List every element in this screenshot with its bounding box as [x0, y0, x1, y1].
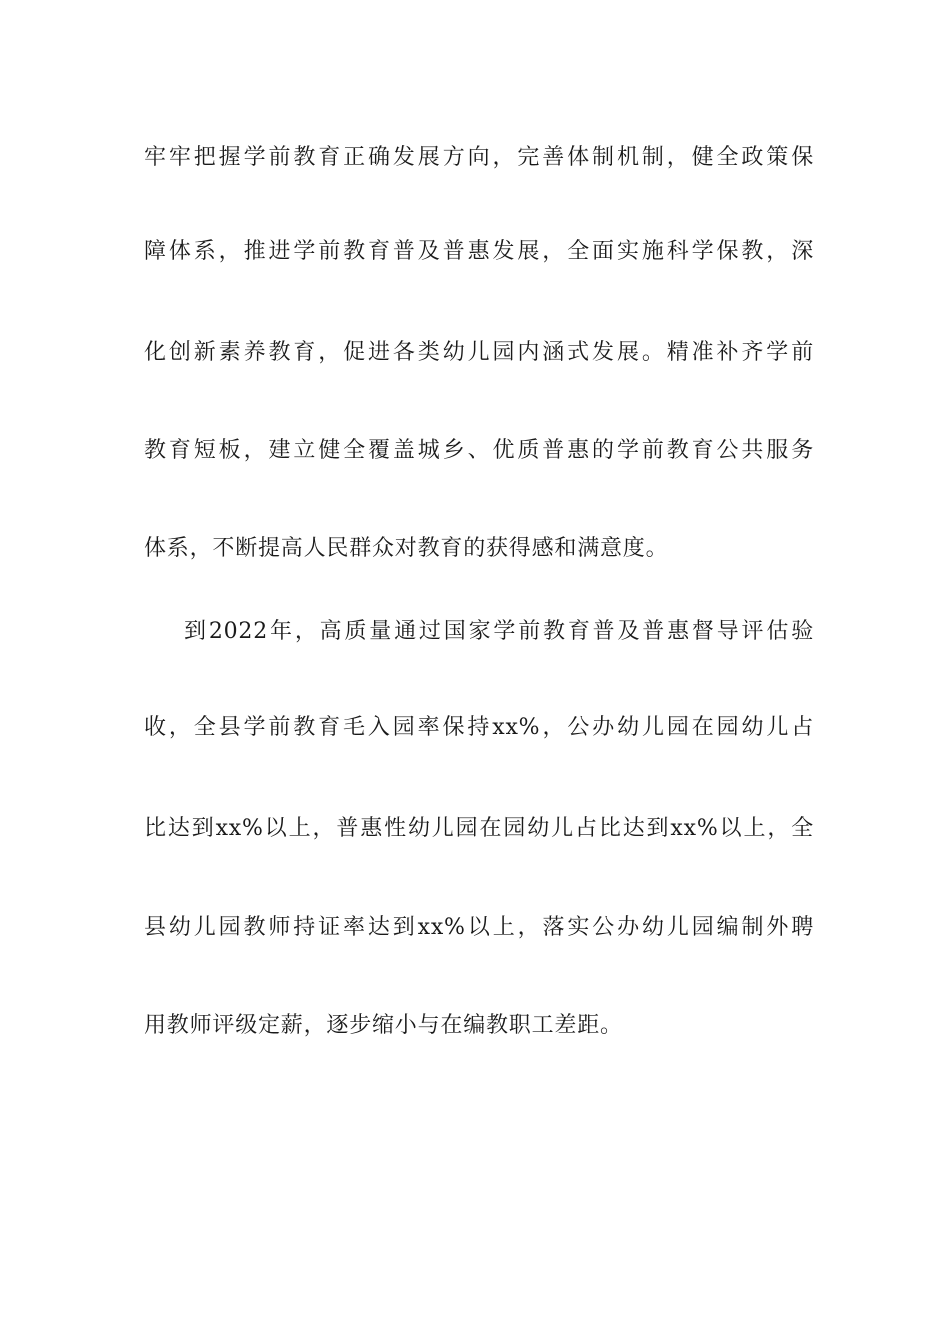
paragraph-2-line-3: 比达到xx%以上，普惠性幼儿园在园幼儿占比达到xx%以上，全 — [144, 816, 814, 841]
paragraph-2-line-2: 收，全县学前教育毛入园率保持xx%，公办幼儿园在园幼儿占 — [144, 715, 814, 740]
paragraph-1-line-1: 牢牢把握学前教育正确发展方向，完善体制机制，健全政策保 — [144, 145, 814, 170]
paragraph-2-line-1: 到2022年，高质量通过国家学前教育普及普惠督导评估验 — [184, 619, 814, 644]
paragraph-1-line-2: 障体系，推进学前教育普及普惠发展，全面实施科学保教，深 — [144, 239, 814, 264]
paragraph-1-line-5: 体系，不断提高人民群众对教育的获得感和满意度。 — [144, 536, 669, 561]
paragraph-2-line-4: 县幼儿园教师持证率达到xx%以上，落实公办幼儿园编制外聘 — [144, 915, 814, 940]
paragraph-2-line-5: 用教师评级定薪，逐步缩小与在编教职工差距。 — [144, 1013, 623, 1038]
paragraph-1-line-3: 化创新素养教育，促进各类幼儿园内涵式发展。精准补齐学前 — [144, 340, 814, 365]
paragraph-1-line-4: 教育短板，建立健全覆盖城乡、优质普惠的学前教育公共服务 — [144, 438, 814, 463]
